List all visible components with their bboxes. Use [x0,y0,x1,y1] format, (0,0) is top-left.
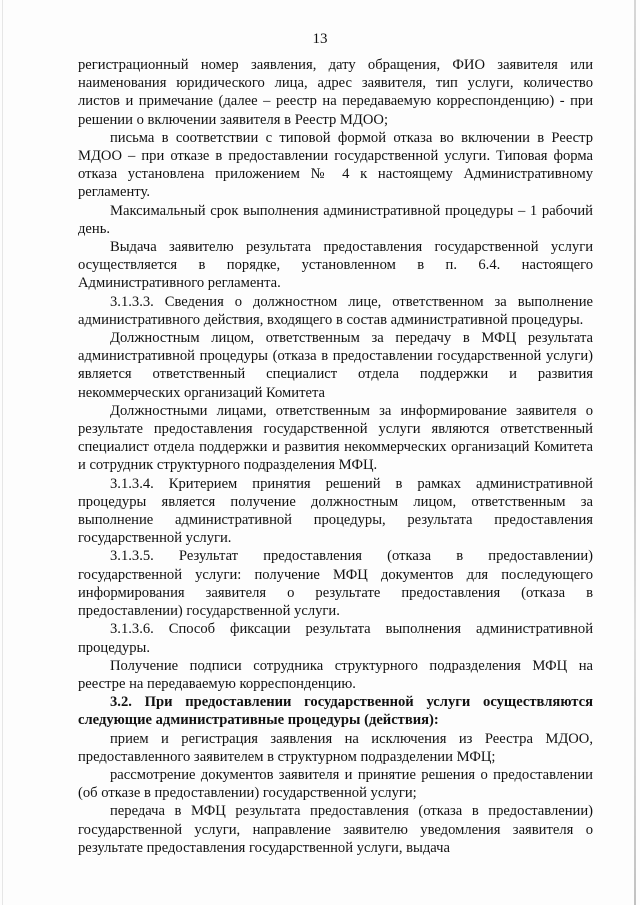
paragraph-refusal-letter: письма в соответствии с типовой формой отказа во включении в Реестр МДОО – при отказе в предоставлении государственной услуги. Типовая форма отказа установлена приложением № 4 к настоящему Административному регламенту. [78,129,593,201]
page-number: 13 [312,31,328,47]
section-heading-3-2: 3.2. При предоставлении государственной услуги осуществляются следующие административные процедуры (действия): [78,694,593,729]
list-item-transfer: передача в МФЦ результата предоставления (отказа в предоставлении) государственной услуги, направление заявителю уведомления заявителя о результате предоставления государственной услуги, выдача [78,803,593,856]
paragraph-registry-fields: регистрационный номер заявления, дату обращения, ФИО заявителя или наименования юридического лица, адрес заявителя, тип услуги, количество листов и примечание (далее – реестр на передаваемую корреспонденцию) - при решении о включении заявителя в Реестр МДОО; [78,57,593,128]
paragraph-3-1-3-5: 3.1.3.5. Результат предоставления (отказа в предоставлении) государственной услуги: получение МФЦ документов для последующего информирования заявителя о результате предоставления (отказа в предоставлении) государственной услуги. [78,548,593,620]
paragraph-result-issuance: Выдача заявителю результата предоставления государственной услуги осуществляется в порядке, установленном в п. 6.4. настоящего Административного регламента. [78,239,593,292]
scan-edge-right [634,0,636,905]
scan-edge-left [2,0,3,905]
paragraph-responsible-transfer: Должностным лицом, ответственным за передачу в МФЦ результата административной процедуры (отказа в предоставлении государственной услуги) является ответственный специалист отдела поддержки и развития некоммерческих организаций Комитета [78,330,593,401]
paragraph-responsible-informing: Должностными лицами, ответственным за информирование заявителя о результате предоставления государственной услуги являются ответственный специалист отдела поддержки и развития некоммерческих организаций Комитета и сотрудник структурного подразделения МФЦ. [78,402,593,474]
paragraph-3-1-3-4: 3.1.3.4. Критерием принятия решений в рамках административной процедуры является получение должностным лицом, ответственным за выполнение административной процедуры, результата предоставления государственной услуги. [78,475,593,547]
paragraph-max-duration: Максимальный срок выполнения административной процедуры – 1 рабочий день. [78,202,593,237]
list-item-review: рассмотрение документов заявителя и принятие решения о предоставлении (об отказе в предоставлении) государственной услуги; [78,766,593,802]
paragraph-3-1-3-6: 3.1.3.6. Способ фиксации результата выполнения административной процедуры. [78,621,593,656]
document-body [78,56,593,857]
paragraph-3-1-3-3: 3.1.3.3. Сведения о должностном лице, ответственном за выполнение административного действия, входящего в состав административной процедуры. [78,293,593,328]
paragraph-signature-receipt: Получение подписи сотрудника структурного подразделения МФЦ на реестре на передаваемую корреспонденцию. [78,657,593,692]
list-item-reception: прием и регистрация заявления на исключения из Реестра МДОО, предоставленного заявителем в структурном подразделении МФЦ; [78,730,593,765]
